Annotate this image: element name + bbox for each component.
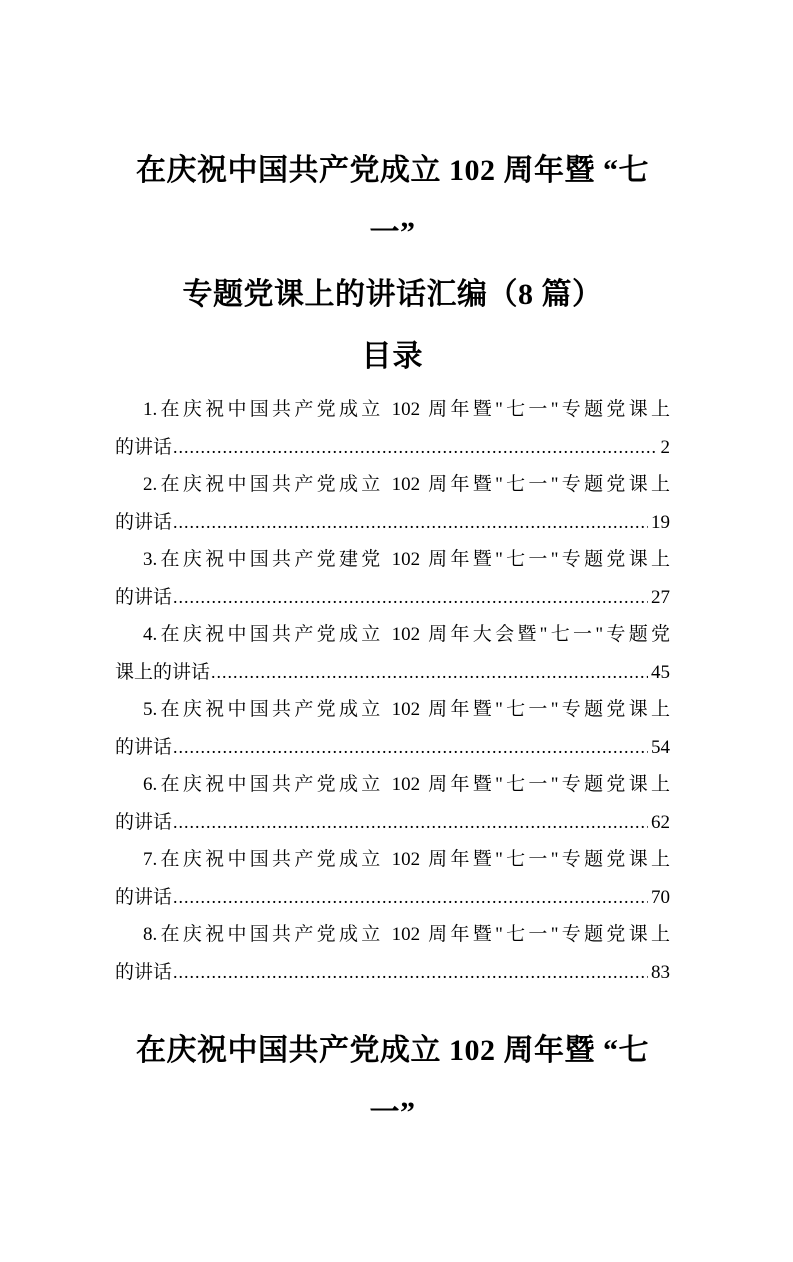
toc-entry-line2 [115, 504, 670, 542]
dot-leader [211, 654, 648, 692]
toc-page-number: 54 [651, 736, 670, 758]
section-title: 在庆祝中国共产党成立 102 周年暨 “七一” [136, 1034, 649, 1129]
dot-leader [173, 504, 648, 542]
toc-entry-line2 [115, 804, 670, 842]
toc-heading: 目录 [361, 340, 424, 373]
toc-entry[interactable] [115, 391, 670, 466]
toc-entry-line2 [115, 879, 670, 917]
document-title-line2: 专题党课上的讲话汇编（8 篇） [182, 278, 603, 311]
document-title [115, 140, 670, 326]
toc-entry-text-line1: 5.在庆祝中国共产党成立 102 周年暨"七一"专题党课上 [143, 699, 670, 720]
toc-entry-text-line2: 的讲话 [115, 436, 173, 458]
toc-page-number: 45 [651, 661, 670, 683]
toc-entry-line2 [115, 954, 670, 992]
document-title-line1: 在庆祝中国共产党成立 102 周年暨 “七一” [136, 154, 649, 249]
document-page [0, 140, 793, 1262]
toc-entry-text-line2: 的讲话 [115, 886, 173, 908]
toc-entry-text-line2: 的讲话 [115, 961, 173, 983]
dot-leader [173, 804, 648, 842]
toc-page-number: 62 [651, 811, 670, 833]
toc-entry-text-line1: 8.在庆祝中国共产党成立 102 周年暨"七一"专题党课上 [143, 924, 670, 945]
toc-entry-text-line2: 的讲话 [115, 736, 173, 758]
dot-leader [173, 729, 648, 767]
toc-entry-text-line1: 6.在庆祝中国共产党成立 102 周年暨"七一"专题党课上 [143, 774, 670, 795]
toc-entry-line2 [115, 429, 670, 467]
dot-leader [173, 429, 657, 467]
toc-entry-text-line2: 课上的讲话 [115, 661, 211, 683]
toc-entry[interactable] [115, 916, 670, 991]
toc-entry-text-line2: 的讲话 [115, 811, 173, 833]
toc-entry[interactable] [115, 466, 670, 541]
toc-page-number: 70 [651, 886, 670, 908]
toc-page-number: 27 [651, 586, 670, 608]
toc-entry-text-line2: 的讲话 [115, 586, 173, 608]
toc-entry-line2 [115, 579, 670, 617]
table-of-contents [115, 391, 670, 991]
dot-leader [173, 879, 648, 917]
toc-entry[interactable] [115, 841, 670, 916]
dot-leader [173, 579, 648, 617]
toc-entry[interactable] [115, 541, 670, 616]
toc-entry[interactable] [115, 766, 670, 841]
dot-leader [173, 954, 648, 992]
toc-entry[interactable] [115, 691, 670, 766]
toc-entry-text-line1: 1.在庆祝中国共产党成立 102 周年暨"七一"专题党课上 [143, 399, 670, 420]
toc-entry-text-line1: 3.在庆祝中国共产党建党 102 周年暨"七一"专题党课上 [143, 549, 670, 570]
toc-entry-text-line1: 2.在庆祝中国共产党成立 102 周年暨"七一"专题党课上 [143, 474, 670, 495]
toc-page-number: 83 [651, 961, 670, 983]
toc-page-number: 2 [660, 436, 670, 458]
toc-entry-text-line1: 7.在庆祝中国共产党成立 102 周年暨"七一"专题党课上 [143, 849, 670, 870]
toc-entry[interactable] [115, 616, 670, 691]
toc-entry-line2 [115, 654, 670, 692]
toc-entry-text-line2: 的讲话 [115, 511, 173, 533]
toc-page-number: 19 [651, 511, 670, 533]
toc-entry-text-line1: 4.在庆祝中国共产党成立 102 周年大会暨"七一"专题党 [143, 624, 670, 645]
toc-entry-line2 [115, 729, 670, 767]
